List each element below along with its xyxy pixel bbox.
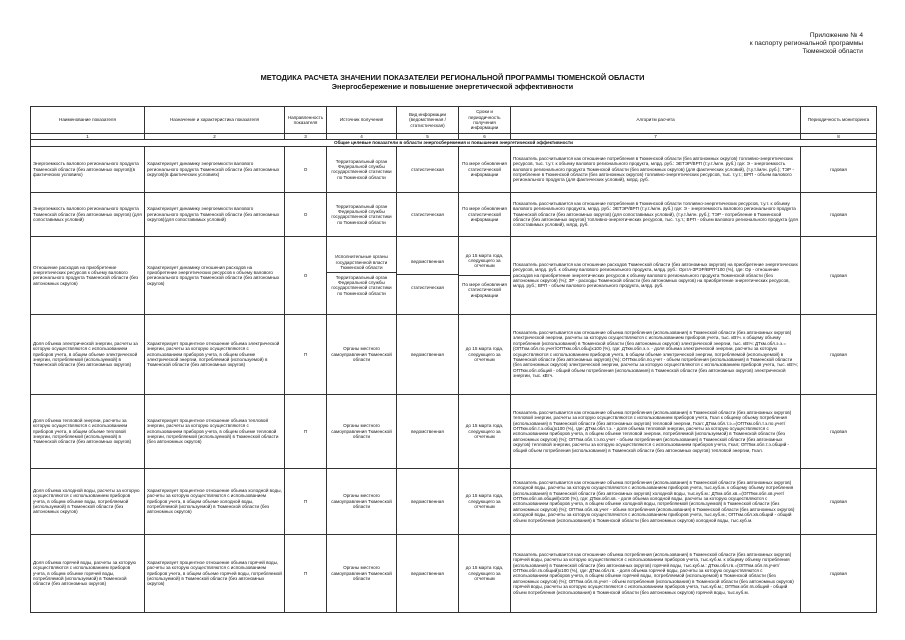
indicator-terms: до 15 марта года, следующего за отчетным	[459, 534, 511, 612]
indicator-kind: ведомственная	[397, 468, 459, 534]
terms-secondary: По мере обновления статистической информации	[459, 275, 510, 304]
methodology-table	[30, 106, 877, 613]
indicator-purpose: Характеризует динамику энергоемкости валового регионального продукта Тюменской области (без автономных округов)(в фактических условиях)	[145, 146, 285, 192]
indicator-direction: О	[285, 192, 327, 236]
indicator-source	[327, 236, 397, 314]
indicator-terms: до 15 марта года, следующего за отчетным	[459, 394, 511, 468]
header-purpose: Назначение и характеристика показателя	[145, 107, 285, 134]
indicator-period: годовая	[801, 236, 877, 314]
indicator-purpose: Характеризует динамику отношения расходов на приобретение энергетических ресурсов к объему валового регионального продукта Тюменской области (без автономных округов)	[145, 236, 285, 314]
source-secondary: Территориальный орган Федеральной службы государственной статистики по Тюменской области	[327, 272, 396, 298]
indicator-period: годовая	[801, 314, 877, 394]
kind-secondary: статистическая	[397, 274, 458, 300]
indicator-name: Доля объема электрической энергии, расчеты за которую осуществляются с использованием приборов учета, в общем объеме электрической энергии, потребляемой (используемой) в Тюменской области (без автономных округов)	[31, 314, 145, 394]
indicator-purpose: Характеризует процентное отношение объема горячей воды, расчеты за которую осуществляются с использованием приборов учета, в общем объеме горячей воды, потребляемой (используемой) в Тюменской области (без автономных округов)	[145, 534, 285, 612]
col-number: 1	[31, 134, 145, 140]
header-algorithm: Алгоритм расчета	[511, 107, 801, 134]
indicator-direction: О	[285, 236, 327, 314]
indicator-period: годовая	[801, 192, 877, 236]
indicator-terms: По мере обновления статистической информации	[459, 146, 511, 192]
col-number: 6	[459, 134, 511, 140]
indicator-period: годовая	[801, 468, 877, 534]
indicator-name: Доля объема холодной воды, расчеты за которую осуществляются с использованием приборов учета, в общем объеме воды, потребляемой (используемой) в Тюменской области (без автономных округов)	[31, 468, 145, 534]
indicator-algorithm: Показатель рассчитывается как отношение потребления в Тюменской области топливно-энергетических ресурсов, т.у.т. к объему валового регионального продукта, млрд. руб.: ЭЕТЭР/ВРП (т.у.т./млн. руб.) где: Э - энергоемкость валового регионального продукта Тюменской области (без автономных округов) (для сопоставимых условий), (т.у.т./млн. руб.); ТЭР - потребление в Тюменской области (без автономных округов) топливно-энергетических ресурсов, тыс. т.у.т.; ВРП - объем валового регионального продукта (для сопоставимых условий), млрд. руб.	[511, 192, 801, 236]
header-period: Периодичность мониторинга	[801, 107, 877, 134]
indicator-direction: О	[285, 146, 327, 192]
section-title: Общие целевые показатели в области энергосбережения и повышения энергетической эффективности	[31, 140, 877, 146]
appendix-line-2: к паспорту региональной программы	[749, 40, 863, 47]
col-number: 2	[145, 134, 285, 140]
appendix-note	[663, 32, 863, 56]
header-direction: Направленность показателя	[285, 107, 327, 134]
table-row	[31, 192, 877, 236]
indicator-terms	[459, 236, 511, 314]
indicator-purpose: Характеризует динамику энергоемкости валового регионального продукта Тюменской области (без автономных округов)(для сопоставимых условий)	[145, 192, 285, 236]
indicator-name: Отношение расходов на приобретение энергетических ресурсов к объему валового регионального продукта Тюменской области (без автономных округов)	[31, 236, 145, 314]
indicator-kind	[397, 236, 459, 314]
document-titles	[0, 73, 905, 91]
terms-primary: до 15 марта года, следующего за отчетным	[465, 252, 504, 269]
indicator-direction: П	[285, 314, 327, 394]
appendix-line-3: Тюменской области	[802, 48, 863, 55]
indicator-terms: до 15 марта года, следующего за отчетным	[459, 314, 511, 394]
col-number: 7	[511, 134, 801, 140]
indicator-source: Органы местного самоуправления Тюменской области	[327, 468, 397, 534]
indicator-source: Органы местного самоуправления Тюменской области	[327, 314, 397, 394]
kind-primary: ведомственная	[411, 259, 444, 265]
indicator-terms: до 15 марта года, следующего за отчетным	[459, 468, 511, 534]
indicator-source: Органы местного самоуправления Тюменской области	[327, 534, 397, 612]
document-title: МЕТОДИКА РАСЧЕТА ЗНАЧЕНИИ ПОКАЗАТЕЛЕИ РЕГИОНАЛЬНОЙ ПРОГРАММЫ ТЮМЕНСКОЙ ОБЛАСТИ	[260, 73, 645, 82]
header-kind: Вид информации (ведомственная / статистическая)	[397, 107, 459, 134]
indicator-kind: ведомственная	[397, 314, 459, 394]
table-row	[31, 534, 877, 612]
document-subtitle: Энергосбережение и повышение энергетической эффективности	[331, 82, 574, 91]
indicator-source: Территориальный орган Федеральной службы государственной статистики по Тюменской области	[327, 192, 397, 236]
col-number: 8	[801, 134, 877, 140]
indicator-kind: ведомственная	[397, 394, 459, 468]
indicator-period: годовая	[801, 534, 877, 612]
indicator-name: Энергоемкость валового регионального продукта Тюменской области (без автономных округов)(в фактических условиях)	[31, 146, 145, 192]
indicator-kind: статистическая	[397, 192, 459, 236]
table-row	[31, 236, 877, 314]
indicator-algorithm: Показатель рассчитывается как отношение объема потребления (использования) в Тюменской области (без автономных округов) холодной воды, расчеты за которую осуществляются с использованием приборов учета, тыс.куб.м. к общему объему потребления (использования) в Тюменской области (без автономных округов) холодной воды, тыс.куб.м.: ДТкм.обл.хв.=(ОПТкм.обл.хв.учет/ОПТкм.обл.хв.общий)х100 (%), где: ДТкм.обл.хв. - доля объема холодной воды, расчеты за которую осуществляются с использованием приборов учета, в общем объеме холодной воды, потребляемой (используемой) в Тюменской области (без автономных округов) (%); ОПТкм.обл.хв.учет - объем потребления (использования) в Тюменской области (без автономных округов) холодной воды, расчеты за которую осуществляются с использованием приборов учета, тыс.куб.м.; ОПТкм.обл.хв.общий - общий объем потребления (использования) в Тюменской области (без автономных округов) холодной воды, тыс.куб.м.	[511, 468, 801, 534]
indicator-kind: ведомственная	[397, 534, 459, 612]
indicator-kind: статистическая	[397, 146, 459, 192]
indicator-purpose: Характеризует процентное отношение объема электрической энергии, расчеты за которую осуществляются с использованием приборов учета, в общем объеме электрической энергии, потребляемой (используемой) в Тюменской области (без автономных округов)	[145, 314, 285, 394]
indicator-algorithm: Показатель рассчитывается как отношение объема потребления (использования) в Тюменской области (без автономных округов) электрической энергии, расчеты за которую осуществляются с использованием приборов учета, тыс. кВтч. к общему объему потребления (использования) в Тюменской области (без автономных округов) электрической энергии, тыс. кВтч: ДТкм.обл.э.э.=(ОПТкм.обл.по.учет/ОПТкм.обл.общ)х100 (%), где: ДТкм.обл.э.э. - доля объема электрической энергии, расчеты за которую осуществляются с использованием приборов учета, в общем объеме электрической энергии, потребляемой (используемой) в Тюменской области (без автономных округов) (%); ОПТкм.обл.по.учет - объем потребления (использования) в Тюменской области (без автономных округов) электрической энергии, расчеты за которую осуществляются с использованием приборов учета, тыс. кВтч; ОПТкм.обл.общий - общий объем потребления (использования) в Тюменской области (без автономных округов) электрической энергии, тыс. кВтч.	[511, 314, 801, 394]
indicator-source: Органы местного самоуправления Тюменской области	[327, 394, 397, 468]
indicator-name: Энергоемкость валового регионального продукта Тюменской области (без автономных округов) (для сопоставимых условий)	[31, 192, 145, 236]
indicator-purpose: Характеризует процентное отношение объема холодной воды, расчеты за которую осуществляются с использованием приборов учета, в общем объеме холодной воды, потребляемой (используемой) в Тюменской области (без автономных округов)	[145, 468, 285, 534]
header-name: Наименование показателя	[31, 107, 145, 134]
indicator-period: годовая	[801, 394, 877, 468]
col-number: 4	[327, 134, 397, 140]
indicator-direction: П	[285, 394, 327, 468]
indicator-source: Территориальный орган Федеральной службы государственной статистики по Тюменской области	[327, 146, 397, 192]
col-number: 3	[285, 134, 327, 140]
header-row	[31, 107, 877, 134]
indicator-algorithm: Показатель рассчитывается как отношение расходов Тюменской области (без автономных округов) на приобретение энергетических ресурсов, млрд. руб. к объему валового регионального продукта, млрд. руб.: Орггл-ЗРЭР/ВРП*100 (%), где: Ор - отношение расходов на приобретение энергетических ресурсов к объему валового регионального продукта Тюменской области (без автономных округов) (%); ЗР - расходы Тюменской области (без автономных округов) на приобретение энергетических ресурсов, млрд. руб.; ВРП - объем валового регионального продукта, млрд. руб.	[511, 236, 801, 314]
header-terms: Сроки и периодичность получения информации	[459, 107, 511, 134]
table-row	[31, 394, 877, 468]
indicator-purpose: Характеризует процентное отношение объема тепловой энергии, расчеты за которую осуществляются с использованием приборов учета, в общем объеме тепловой энергии, потребляемой (используемой) в Тюменской области (без автономных округов)	[145, 394, 285, 468]
indicator-name: Доля объема тепловой энергии, расчеты за которую осуществляются с использованием приборов учета, в общем объеме тепловой энергии, потребляемой (используемой) в Тюменской области (без автономных округов)	[31, 394, 145, 468]
source-primary: Исполнительные органы государственной власти Тюменской области	[335, 254, 388, 271]
table-row	[31, 146, 877, 192]
table-row	[31, 468, 877, 534]
indicator-algorithm: Показатель рассчитывается как отношение объема потребления (использования) в Тюменской области (без автономных округов) горячей воды, расчеты за которую осуществляются с использованием приборов учета, тыс.куб.м. к общему объему потребления (использования) в Тюменской области (без автономных округов) горячей воды, тыс.куб.м.: ДТкм.обл.гв.=(ОПТкм.обл.гв.учет/ОПТкм.обл.гв.общий)х100 (%), где: ДТкм.обл.гв. - доля объема горячей воды, расчеты за которую осуществляются с использованием приборов учета, в общем объеме горячей воды, потребляемой (используемой) в Тюменской области (без автономных округов) (%); ОПТкм.обл.гв.учет - объем потребления (использования) в Тюменской области (без автономных округов) горячей воды, расчеты за которую осуществляются с использованием приборов учета, тыс.куб.м.; ОПТкм.обл.гв.общий - общий объем потребления (использования) в Тюменской области (без автономных округов) горячей воды, тыс.куб.м.	[511, 534, 801, 612]
indicator-algorithm: Показатель рассчитывается как отношение объема потребления (использования) в Тюменской области (без автономных округов) тепловой энергии, расчеты за которую осуществляются с использованием приборов учета, Гкал к общему объему потребления (использования) в Тюменской области (без автономных округов) тепловой энергии, Гкал: ДТкм.обл.т.э.=(ОПТкм.обл.т.э.по.учет/ОПТкм.обл.т.э.общ)х100 (%), где: ДТкм.обл.т.э. - доля объема тепловой энергии, расчеты за которую осуществляются с использованием приборов учета, в общем объеме тепловой энергии, потребляемой (используемой) в Тюменской области (без автономных округов) (%); ОПТкм.обл.т.э.по.учет - объем потребления (использования) в Тюменской области (без автономных округов) тепловой энергии, расчеты за которую осуществляются с использованием приборов учета, Гкал; ОПТкм.обл.т.э.общий - общий объем потребления (использования) в Тюменской области (без автономных округов) тепловой энергии, Гкал.	[511, 394, 801, 468]
indicator-name: Доля объема горячей воды, расчеты за которую осуществляются с использованием приборов учета, в общем объеме горячей воды, потребляемой (используемой) в Тюменской области (без автономных округов)	[31, 534, 145, 612]
table-row	[31, 314, 877, 394]
indicator-period: годовая	[801, 146, 877, 192]
col-number: 5	[397, 134, 459, 140]
indicator-direction: П	[285, 468, 327, 534]
appendix-line-1: Приложение № 4	[809, 32, 863, 39]
indicator-algorithm: Показатель рассчитывается как отношение потребления в Тюменской области (без автономных округов) топливно-энергетических ресурсов, тыс. т.у.т. к объему валового регионального продукта, млрд. руб.: ЭЕТЭР/ВРП (т.у.т./млн. руб.) где: Э - энергоемкость валового регионального продукта Тюменской области (без автономных округов) (для фактических условий), (т.у.т./млн. руб.); ТЭР - потребление в Тюменской области (без автономных округов) топливно-энергетических ресурсов, тыс. т.у.т.; ВРП - объем валового регионального продукта (для фактических условий), млрд. руб.	[511, 146, 801, 192]
indicator-direction: П	[285, 534, 327, 612]
header-source: Источник получения	[327, 107, 397, 134]
indicator-terms: По мере обновления статистической информации	[459, 192, 511, 236]
